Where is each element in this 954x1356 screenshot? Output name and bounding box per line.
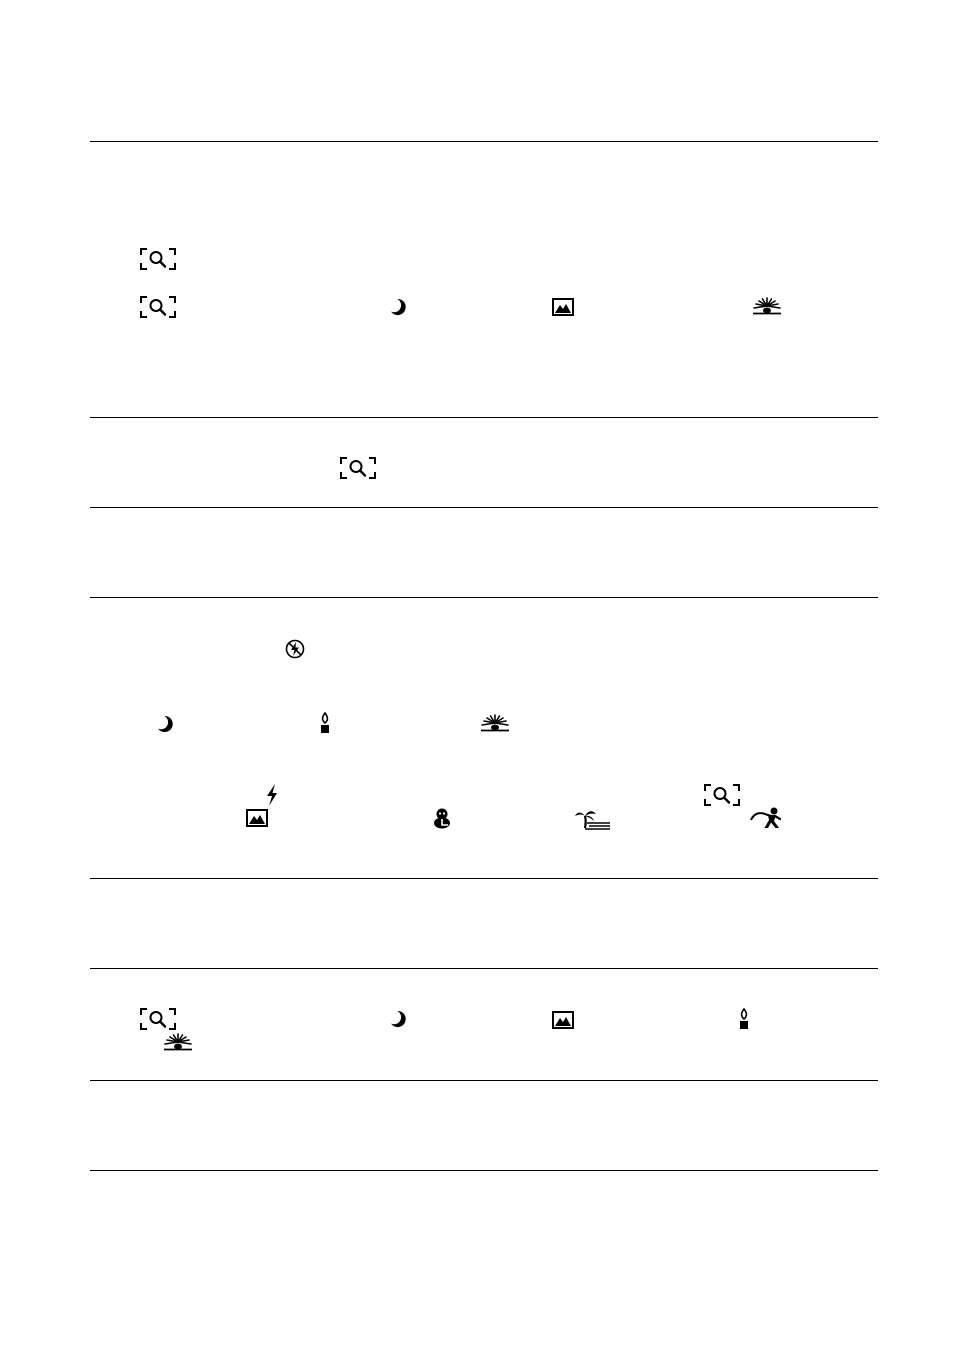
flash-off-icon (285, 639, 305, 659)
twilight-icon (390, 1010, 408, 1028)
section-divider (90, 1080, 878, 1081)
soft-snap-icon (340, 457, 376, 479)
twilight-icon (157, 715, 175, 733)
beach-icon (575, 808, 611, 830)
section-divider (90, 878, 878, 879)
soft-snap-icon (140, 1008, 176, 1030)
landscape-icon (552, 1011, 574, 1029)
landscape-icon (552, 298, 574, 316)
candle-icon (318, 712, 332, 734)
soft-snap-icon (704, 784, 740, 806)
fireworks-icon (163, 1033, 193, 1051)
fireworks-icon (480, 714, 510, 732)
section-divider (90, 417, 878, 418)
fireworks-icon (752, 297, 782, 315)
section-divider (90, 597, 878, 598)
section-divider (90, 1170, 878, 1171)
soft-snap-icon (140, 248, 176, 270)
candle-icon (737, 1008, 751, 1030)
section-divider (90, 507, 878, 508)
snow-icon (431, 807, 453, 829)
section-divider (90, 968, 878, 969)
section-divider (90, 141, 878, 142)
landscape-icon (246, 809, 268, 827)
twilight-icon (390, 298, 408, 316)
soft-snap-icon (140, 296, 176, 318)
flash-icon (265, 784, 279, 806)
sports-icon (750, 807, 782, 829)
